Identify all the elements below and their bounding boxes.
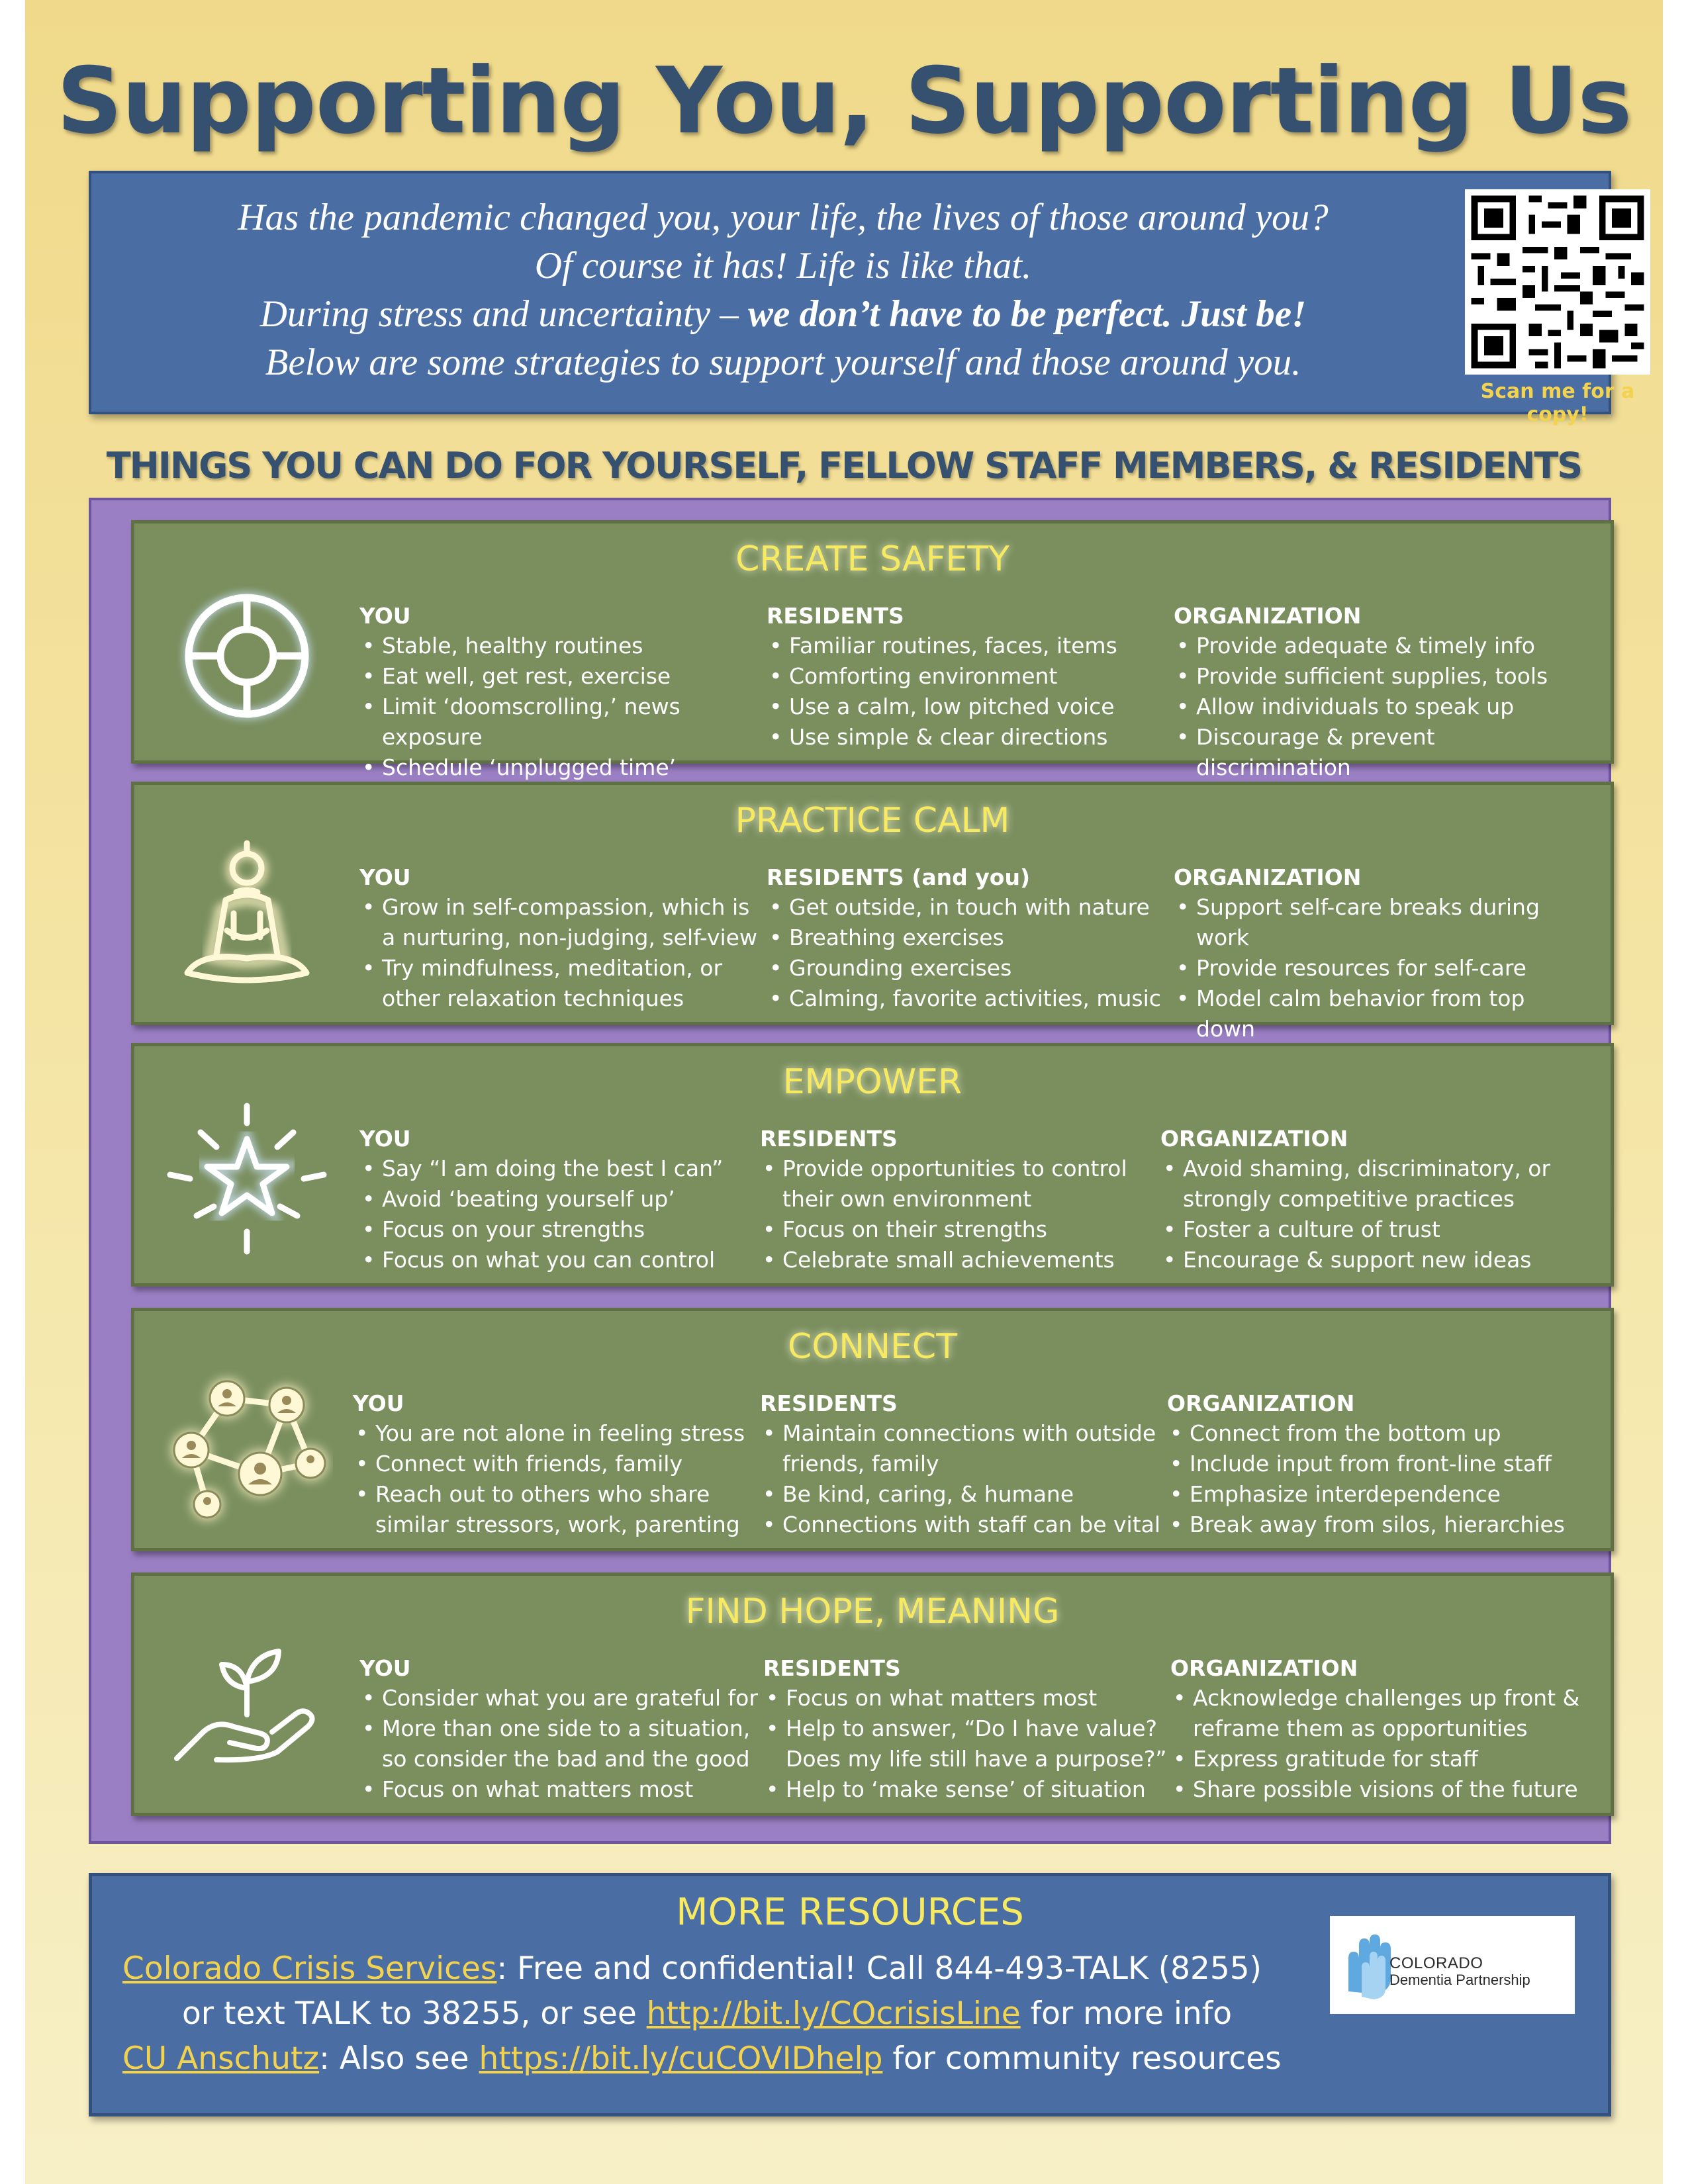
resources-line-3-text: : Also see xyxy=(319,2040,479,2077)
list-item: • Allow individuals to speak up xyxy=(1174,692,1584,722)
list-item: • Limit ‘doomscrolling,’ news exposure xyxy=(359,692,770,752)
star-burst-icon xyxy=(161,1093,333,1265)
resources-panel xyxy=(89,1873,1611,2116)
resources-line-3 xyxy=(122,2040,1282,2077)
intro-text xyxy=(105,193,1462,387)
list-item: • Focus on what matters most xyxy=(763,1683,1174,1713)
list-item: • Model calm behavior from top down xyxy=(1174,983,1584,1044)
logo-text-colorado: COLORADO xyxy=(1389,1954,1483,1972)
column-heading: ORGANIZATION xyxy=(1174,603,1362,629)
qr-code-icon[interactable] xyxy=(1465,189,1650,375)
poster-title: Supporting You, Supporting Us xyxy=(56,48,1632,154)
resources-line-2-text: or text TALK to 38255, or see xyxy=(182,1995,647,2032)
cucovidhelp-url-link[interactable]: https://bit.ly/cuCOVIDhelp xyxy=(479,2040,883,2077)
list-item: • Maintain connections with outside friends, family xyxy=(760,1418,1170,1479)
section-title: CONNECT xyxy=(788,1327,957,1367)
list-item: • Connect from the bottom up xyxy=(1167,1418,1577,1449)
list-item: • Celebrate small achievements xyxy=(760,1245,1170,1275)
column-residents xyxy=(760,1124,1170,1275)
column-you xyxy=(353,1389,763,1540)
list-item: • Schedule ‘unplugged time’ xyxy=(359,752,770,783)
colorado-crisis-services-link[interactable]: Colorado Crisis Services xyxy=(122,1950,497,1987)
section-practice-calm xyxy=(131,782,1614,1042)
column-organization xyxy=(1167,1389,1577,1540)
strategies-frame xyxy=(89,498,1611,1844)
section-create-safety xyxy=(131,520,1614,780)
column-residents xyxy=(763,1654,1174,1805)
column-heading: ORGANIZATION xyxy=(1174,864,1362,890)
cocrisisline-url-link[interactable]: http://bit.ly/COcrisisLine xyxy=(646,1995,1021,2032)
column-heading: ORGANIZATION xyxy=(1160,1126,1348,1152)
list-item: • Say “I am doing the best I can” xyxy=(359,1154,770,1184)
intro-line-3-bold: we don’t have to be perfect. Just be! xyxy=(748,293,1307,335)
list-item: • Share possible visions of the future xyxy=(1170,1774,1581,1805)
column-heading: YOU xyxy=(359,864,411,890)
column-organization xyxy=(1160,1124,1571,1275)
list-item: • Comforting environment xyxy=(767,661,1177,692)
list-item: • Acknowledge challenges up front & reframe them as opportunities xyxy=(1170,1683,1581,1744)
section-find-hope-meaning xyxy=(131,1572,1614,1816)
list-item: • Support self-care breaks during work xyxy=(1174,892,1584,953)
list-item: • Eat well, get rest, exercise xyxy=(359,661,770,692)
list-item: • Breathing exercises xyxy=(767,923,1177,953)
section-connect xyxy=(131,1308,1614,1551)
list-item: • Focus on what you can control xyxy=(359,1245,770,1275)
column-heading: RESIDENTS xyxy=(767,603,904,629)
resources-line-2 xyxy=(182,1995,1232,2032)
intro-line-2: Of course it has! Life is like that. xyxy=(534,245,1032,287)
list-item: • Use a calm, low pitched voice xyxy=(767,692,1177,722)
column-heading: RESIDENTS xyxy=(760,1126,898,1152)
list-item: • Discourage & prevent discrimination xyxy=(1174,722,1584,783)
column-residents xyxy=(760,1389,1170,1540)
colorado-dementia-partnership-logo xyxy=(1330,1916,1575,2014)
logo-text-dementia-partnership: Dementia Partnership xyxy=(1389,1972,1530,1988)
column-heading: ORGANIZATION xyxy=(1167,1390,1355,1416)
list-item: • Try mindfulness, meditation, or other relaxation techniques xyxy=(359,953,770,1014)
list-item: • Reach out to others who share similar stressors, work, parenting xyxy=(353,1479,763,1540)
list-item: • Get outside, in touch with nature xyxy=(767,892,1177,923)
list-item: • Use simple & clear directions xyxy=(767,722,1177,752)
list-item: • Include input from front-line staff xyxy=(1167,1449,1577,1479)
resources-line-2-end: for more info xyxy=(1020,1995,1232,2032)
list-item: • You are not alone in feeling stress xyxy=(353,1418,763,1449)
list-item: • Focus on their strengths xyxy=(760,1214,1170,1245)
section-empower xyxy=(131,1043,1614,1287)
intro-panel xyxy=(89,171,1635,426)
intro-line-3-start: During stress and uncertainty – xyxy=(259,293,748,335)
column-you xyxy=(359,1654,770,1805)
life-ring-icon xyxy=(161,570,333,742)
list-item: • Provide opportunities to control their own environment xyxy=(760,1154,1170,1214)
network-people-icon xyxy=(161,1357,333,1529)
cu-anschutz-link[interactable]: CU Anschutz xyxy=(122,2040,320,2077)
list-item: • Help to ‘make sense’ of situation xyxy=(763,1774,1174,1805)
list-item: • More than one side to a situation, so consider the bad and the good xyxy=(359,1713,770,1774)
list-item: • Focus on your strengths xyxy=(359,1214,770,1245)
qr-caption: Scan me for a copy! xyxy=(1480,380,1635,426)
column-heading: ORGANIZATION xyxy=(1170,1655,1358,1681)
column-residents xyxy=(767,602,1177,752)
list-item: • Provide resources for self-care xyxy=(1174,953,1584,983)
section-title: FIND HOPE, MEANING xyxy=(685,1592,1060,1631)
list-item: • Foster a culture of trust xyxy=(1160,1214,1571,1245)
column-heading: YOU xyxy=(359,1126,411,1152)
meditation-icon xyxy=(161,831,333,1003)
column-organization xyxy=(1174,602,1584,783)
section-subheading: THINGS YOU CAN DO FOR YOURSELF, FELLOW STAFF MEMBERS, & RESIDENTS xyxy=(106,445,1582,486)
section-title: EMPOWER xyxy=(782,1062,962,1102)
column-heading: YOU xyxy=(359,1655,411,1681)
column-heading: RESIDENTS (and you) xyxy=(767,864,1031,890)
list-item: • Consider what you are grateful for xyxy=(359,1683,770,1713)
resources-line-3-end: for community resources xyxy=(882,2040,1282,2077)
column-heading: RESIDENTS xyxy=(763,1655,901,1681)
hand-sprout-icon xyxy=(161,1622,333,1794)
column-residents xyxy=(767,863,1177,1014)
resources-line-1-text: : Free and confidential! Call 844-493-TALK (8255) xyxy=(496,1950,1262,1987)
list-item: • Grow in self-compassion, which is a nurturing, non-judging, self-view xyxy=(359,892,770,953)
list-item: • Connections with staff can be vital xyxy=(760,1510,1170,1540)
intro-line-1: Has the pandemic changed you, your life, the lives of those around you? xyxy=(238,197,1329,238)
list-item: • Stable, healthy routines xyxy=(359,631,770,661)
intro-line-3 xyxy=(105,290,1462,338)
list-item: • Express gratitude for staff xyxy=(1170,1744,1581,1774)
list-item: • Grounding exercises xyxy=(767,953,1177,983)
list-item: • Connect with friends, family xyxy=(353,1449,763,1479)
list-item: • Provide sufficient supplies, tools xyxy=(1174,661,1584,692)
list-item: • Focus on what matters most xyxy=(359,1774,770,1805)
poster-page xyxy=(25,0,1663,2184)
column-organization xyxy=(1170,1654,1581,1805)
column-heading: YOU xyxy=(359,603,411,629)
column-you xyxy=(359,1124,770,1275)
list-item: • Familiar routines, faces, items xyxy=(767,631,1177,661)
resources-title: MORE RESOURCES xyxy=(676,1891,1024,1934)
list-item: • Calming, favorite activities, music xyxy=(767,983,1177,1014)
list-item: • Help to answer, “Do I have value? Does my life still have a purpose?” xyxy=(763,1713,1174,1774)
column-heading: YOU xyxy=(353,1390,404,1416)
list-item: • Encourage & support new ideas xyxy=(1160,1245,1571,1275)
list-item: • Avoid shaming, discriminatory, or strongly competitive practices xyxy=(1160,1154,1571,1214)
column-you xyxy=(359,602,770,783)
intro-line-4: Below are some strategies to support yourself and those around you. xyxy=(265,341,1301,383)
list-item: • Avoid ‘beating yourself up’ xyxy=(359,1184,770,1214)
resources-line-1 xyxy=(122,1950,1262,1987)
list-item: • Emphasize interdependence xyxy=(1167,1479,1577,1510)
list-item: • Be kind, caring, & humane xyxy=(760,1479,1170,1510)
section-title: CREATE SAFETY xyxy=(735,539,1009,579)
list-item: • Break away from silos, hierarchies xyxy=(1167,1510,1577,1540)
list-item: • Provide adequate & timely info xyxy=(1174,631,1584,661)
section-title: PRACTICE CALM xyxy=(735,801,1010,841)
column-heading: RESIDENTS xyxy=(760,1390,898,1416)
column-you xyxy=(359,863,770,1014)
